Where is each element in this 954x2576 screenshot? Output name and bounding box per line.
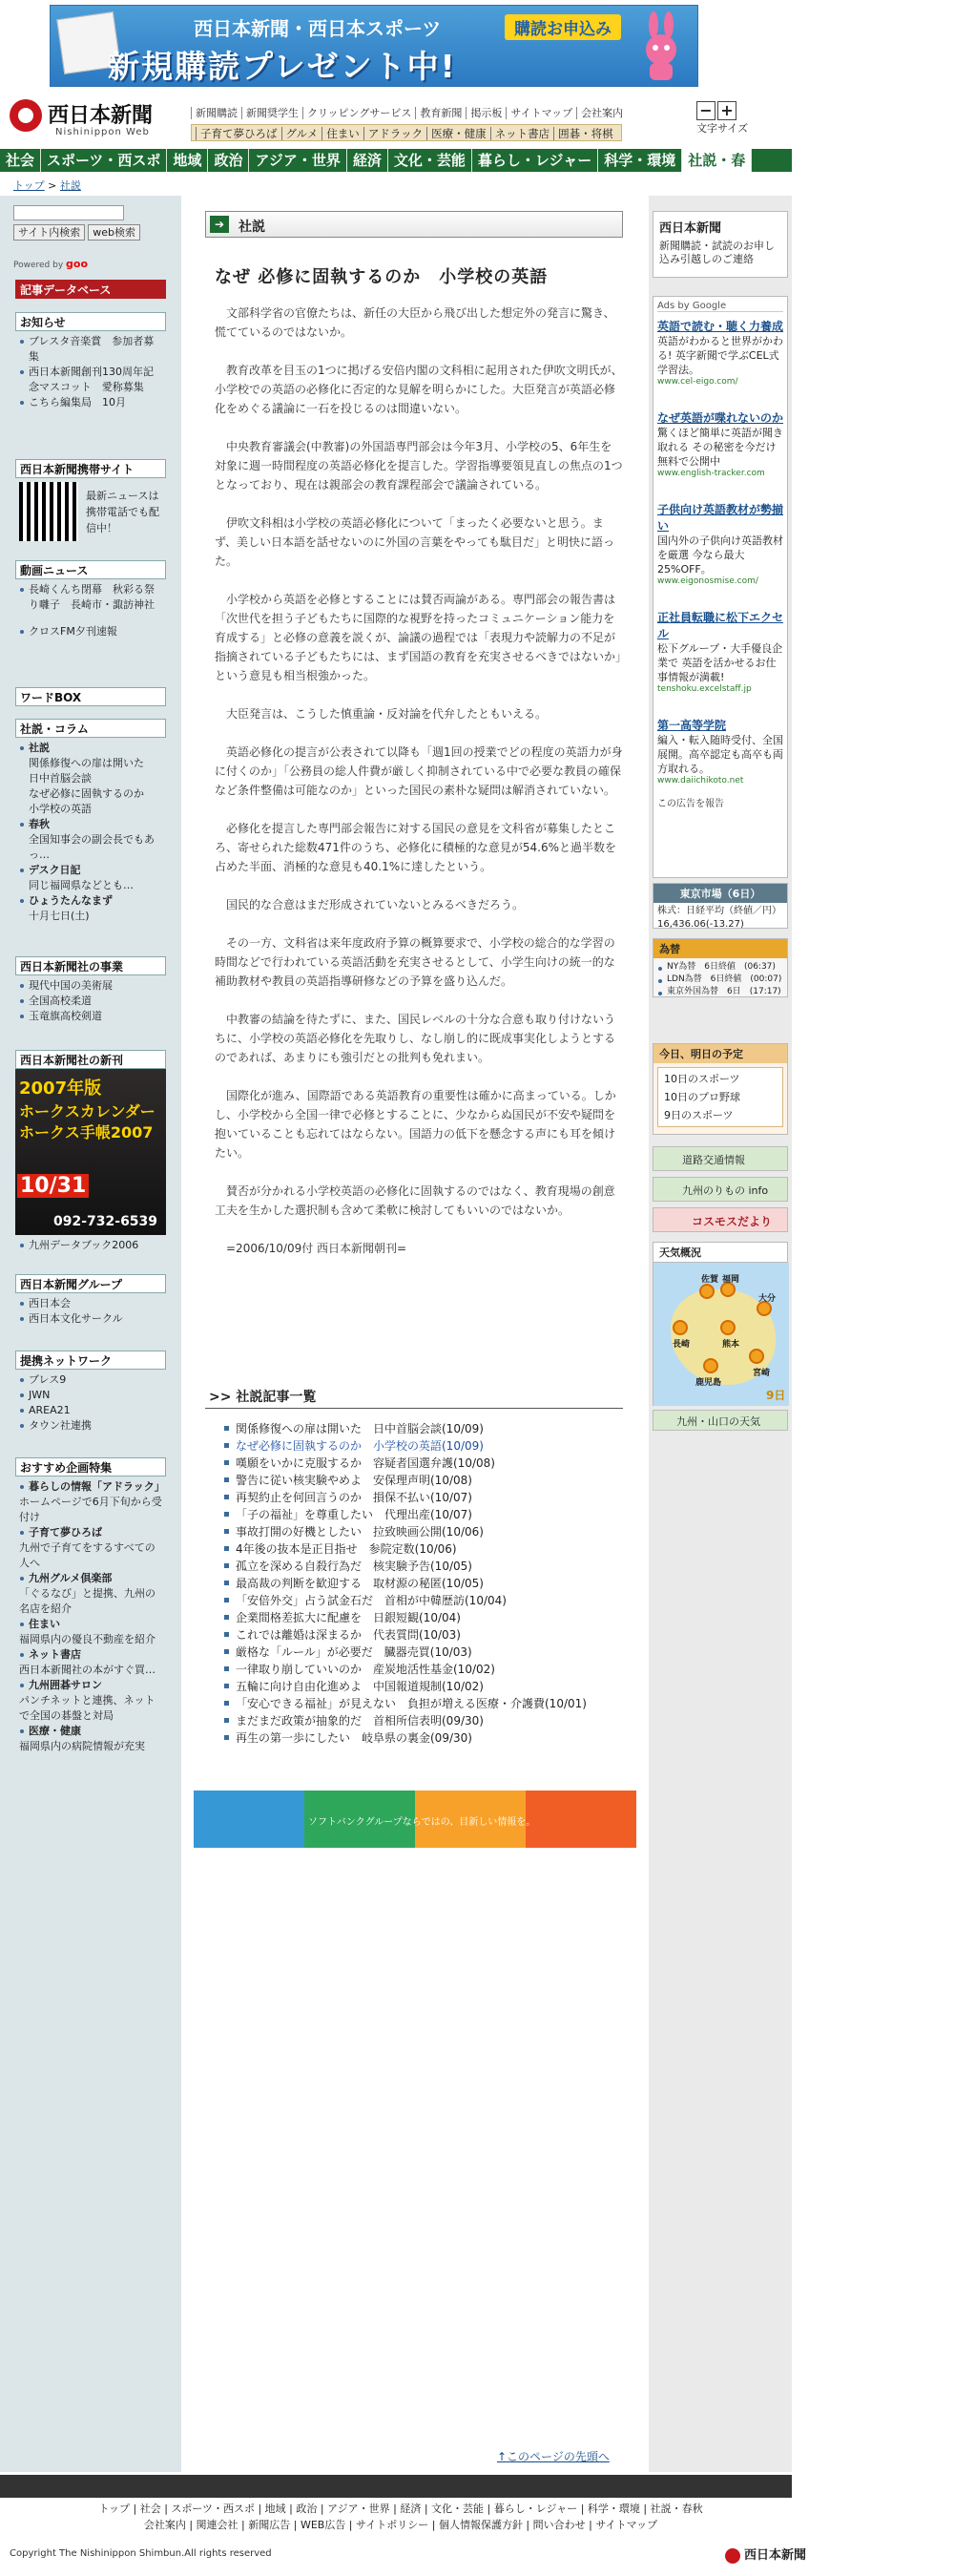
footer-links-2[interactable]: 会社案内 | 関連会社 | 新聞広告 | WEB広告 | サイトポリシー | 個人情報保護方針 | 問い合わせ | サイトマップ [143, 2519, 658, 2531]
ad-item[interactable] [657, 609, 783, 694]
cat-item[interactable]: 政治 [208, 149, 249, 172]
ad-desc: 国内外の子供向け英語教材を厳選 今なら最大25%OFF。 [657, 534, 783, 576]
column-link[interactable]: 全国知事会の副会長でもあっ… [29, 833, 155, 861]
list-item[interactable]: 事故打開の好機としたい 拉致映画公開(10/06) [224, 1523, 625, 1540]
nav-item[interactable]: 新聞奨学生 [241, 107, 302, 119]
paragraph: その一方、文科省は来年度政府予算の概算要求で、小学校の総合的な学習の時間などで行われている英語活動を充実させるとして、小学生向けの統一的な補助教材や教員の英語指導研修などの予算を盛り込んだ。 [215, 936, 615, 988]
service-item[interactable]: 囲碁・将棋 [553, 127, 617, 140]
list-item[interactable]: 「安心できる福祉」が見えない 負担が増える医療・介護費(10/01) [224, 1695, 625, 1712]
section-header [205, 211, 623, 238]
paragraph: 国際化が進み、国際語である英語教育の重要性は確かに高まっている。しかし、小学校から全国一律で必修とすることに、少なからぬ国民が不安や疑問を抱いていることも忘れてはならない。国語力の低下を懸念する声にも耳を傾けたい。 [215, 1089, 616, 1160]
kyushu-weather-map[interactable] [653, 1263, 789, 1406]
paragraph: 教育改革を目玉の1つに掲げる安倍内閣の文科相に起用された伊吹文明氏が、小学校での英語の必修化に否定的な見解を明らかにした。大臣発言が英語必修化をめぐる議論に一石を投じるのは間違いない。 [215, 364, 623, 415]
ad-url[interactable]: www.cel-eigo.com/ [657, 377, 738, 387]
list-item[interactable]: 春秋 [19, 817, 162, 832]
sun-icon [720, 1320, 736, 1335]
notice-heading: お知らせ [15, 312, 166, 331]
breadcrumb-top[interactable]: トップ [13, 179, 45, 192]
footer-nav [29, 2501, 773, 2533]
site-logo[interactable] [10, 97, 162, 139]
weather-date: 9日 [766, 1389, 786, 1402]
ad-desc: 驚くほど簡単に英語が聞き取れる その秘密を今だけ無料で公開中 [657, 427, 783, 468]
cat-item[interactable]: 社会 [0, 149, 41, 172]
font-larger-button[interactable]: + [717, 101, 736, 120]
column-link[interactable]: 関係修復への扉は開いた 日中首脳会談 [29, 757, 155, 785]
list-item[interactable]: 玉竜旗高校剣道 [19, 1009, 162, 1024]
weather-link[interactable] [653, 1410, 788, 1431]
list-item[interactable]: デスク日記 [19, 863, 162, 878]
cat-item[interactable]: 経済 [347, 149, 388, 172]
list-item[interactable]: ブレスタ音楽賞 参加者募集 [19, 334, 162, 365]
powered-by [13, 258, 88, 270]
list-item[interactable]: 「子の福祉」を尊重したい 代理出産(10/07) [224, 1506, 625, 1523]
ad-desc: 編入・転入随時受付、全国展開。高卒認定も高卒も両方取れる。 [657, 734, 783, 775]
font-size-control [696, 101, 773, 136]
list-item[interactable]: タウン社連携 [19, 1418, 162, 1434]
cat-item[interactable]: 科学・環境 [598, 149, 682, 172]
schedule-heading: 今日、明日の予定 [653, 1044, 787, 1063]
books-box [15, 1050, 166, 1256]
cat-item[interactable]: 地域 [167, 149, 208, 172]
mobile-text: 最新ニュースは携帯電話でも配信中！ [86, 490, 159, 534]
ad-report-link[interactable]: この広告を報告 [657, 799, 724, 809]
nav-item[interactable]: 掲示板 [466, 107, 506, 119]
list-item[interactable]: 九州データブック2006 [19, 1238, 162, 1253]
nav-item[interactable]: 新聞購読 [191, 107, 241, 119]
traffic-label: 道路交通情報 [682, 1154, 745, 1166]
list-item[interactable]: 暮らしの情報「アドラック」 [19, 1479, 162, 1495]
list-item[interactable]: 西日本会 [19, 1296, 162, 1311]
footer-links[interactable]: トップ | 社会 | スポーツ・西スポ | 地域 | 政治 | アジア・世界 | 経済 | 文化・芸能 | 暮らし・レジャー | 科学・環境 | 社説・春秋 [98, 2503, 703, 2515]
video-box [15, 560, 166, 642]
list-item[interactable]: クロスFM夕刊速報 [19, 624, 162, 639]
font-smaller-button[interactable]: − [696, 101, 716, 120]
db-box[interactable] [15, 280, 166, 299]
map-label: 佐賀 [701, 1275, 719, 1285]
list-item[interactable]: 西日本文化サークル [19, 1311, 162, 1327]
cosmos-label: コスモスだより [692, 1215, 773, 1228]
list-item[interactable]: 長崎くんち閉幕 秋彩る祭り囃子 長崎市・諏訪神社 [19, 582, 162, 613]
hawks-calendar-ad[interactable] [15, 1069, 166, 1235]
copyright: Copyright The Nishinippon Shimbun.All rights reserved [10, 2548, 272, 2559]
list-item[interactable]: 住まい [19, 1617, 162, 1632]
search-input[interactable] [13, 205, 124, 220]
list-item[interactable]: 嘆願をいかに克服するか 容疑者国選弁護(10/08) [224, 1455, 625, 1472]
google-ads [653, 296, 788, 878]
schedule-item[interactable]: 10日のプロ野球 [664, 1091, 740, 1103]
rec-desc: 九州で子育てをするすべての人へ [19, 1541, 156, 1569]
ad-item[interactable] [657, 501, 783, 586]
paragraph: 必修化を提言した専門部会報告に対する国民の意見を文科省が募集したところ、寄せられた総数471件のうち、必修化に積極的な意見が54.6%と過半数を占めた半面、消極的な意見も40.1%に達したという。 [215, 822, 617, 873]
column-heading: 社説・コラム [15, 719, 166, 738]
ad-item[interactable] [657, 409, 783, 478]
hawks-title: ホークスカレンダー [19, 1102, 156, 1120]
paragraph: 中央教育審議会(中教審)の外国語専門部会は今年3月、小学校の5、6年生を対象に週一時間程度の英語必修化を提言した。学習指導要領見直しの焦点の1つとなっており、現在は親部会の教育課程部会で議論されている。 [215, 440, 623, 492]
logo-subtext: Nishinippon Web [55, 127, 150, 137]
weather-link-label: 九州・山口の天気 [676, 1415, 760, 1428]
list-item[interactable]: ネット書店 [19, 1647, 162, 1663]
mobile-box [15, 459, 166, 551]
breadcrumb [13, 178, 81, 193]
list-item[interactable]: JWN [19, 1388, 162, 1403]
arrow-right-icon: ➔ [210, 216, 229, 233]
network-heading: 提携ネットワーク [15, 1351, 166, 1370]
web-search-button[interactable]: web検索 [88, 224, 140, 241]
schedule-item[interactable]: 10日のスポーツ [664, 1073, 740, 1085]
powered-label: Powered by [13, 261, 64, 270]
fx-heading: 為替 [653, 939, 787, 958]
list-item[interactable]: 「安倍外交」占う試金石だ 首相が中韓歴訪(10/04) [224, 1592, 625, 1609]
utility-nav [191, 105, 627, 120]
list-item[interactable]: ブレス9 [19, 1372, 162, 1388]
schedule-box [653, 1043, 788, 1135]
hawks-phone: 092-732-6539 [53, 1214, 158, 1229]
editorial-list-heading: >> 社説記事一覧 [205, 1384, 623, 1409]
logo-text: 西日本新聞 [48, 104, 154, 128]
service-item[interactable]: ネット書店 [490, 127, 554, 140]
cat-item[interactable]: 暮らし・レジャー [472, 149, 598, 172]
cat-item[interactable]: スポーツ・西スポ [41, 149, 167, 172]
nav-item[interactable]: 教育新聞 [415, 107, 466, 119]
paragraph: 国民的な合意はまだ形成されていないとみるべきだろう。 [226, 898, 525, 911]
list-item[interactable]: 再契約止を何回言うのか 損保不払い(10/07) [224, 1489, 625, 1506]
category-nav [0, 149, 792, 172]
list-item[interactable]: 再生の第一歩にしたい 岐阜県の裏金(09/30) [224, 1729, 625, 1747]
events-box [15, 956, 166, 1027]
ad-title[interactable]: 子供向け英語教材が勢揃い [657, 503, 784, 533]
ad-title[interactable]: 正社員転職に松下エクセル [657, 611, 784, 640]
list-item-current[interactable]: なぜ必修に固執するのか 小学校の英語(10/09) [224, 1437, 625, 1455]
mobile-heading: 西日本新聞携帯サイト [15, 459, 166, 478]
market-box [653, 883, 788, 929]
article-title: なぜ 必修に固執するのか 小学校の英語 [215, 267, 549, 287]
weather-box [653, 1242, 788, 1406]
left-sidebar [0, 196, 181, 2472]
list-item[interactable]: 企業間格差拡大に配慮を 日銀短観(10/04) [224, 1609, 625, 1626]
breadcrumb-sep: > [48, 179, 57, 192]
list-item[interactable]: こちら編集局 10月 [19, 395, 162, 410]
article-body [215, 304, 623, 1277]
rabbit-mascot-icon [633, 11, 690, 82]
map-label: 大分 [758, 1294, 777, 1304]
rec-desc: 西日本新聞社の本がすぐ買… [19, 1664, 156, 1676]
footer-bar [0, 2475, 792, 2498]
column-box [15, 719, 166, 927]
banner-headline: 新規購読プレゼント中! [108, 48, 457, 85]
column-link[interactable]: 十月七日(土) [29, 910, 90, 922]
rec-desc: ホームページで6月下旬から受付け [19, 1496, 162, 1523]
sun-icon [699, 1284, 715, 1299]
ad-desc: 英語がわかると世界がかわる! 英字新聞で学ぶCEL式学習法。 [657, 335, 783, 376]
fx-box [653, 938, 788, 997]
ad-item[interactable] [657, 717, 783, 785]
cat-item[interactable]: アジア・世界 [249, 149, 346, 172]
hawks-title2: ホークス手帳2007 [19, 1123, 154, 1141]
sun-icon [703, 1358, 718, 1373]
cosmos-button[interactable] [653, 1207, 788, 1232]
service-item[interactable]: アドラック [363, 127, 426, 140]
ad-title[interactable]: 英語で読む・聴く力養成 [657, 320, 784, 333]
word-box[interactable] [15, 687, 166, 706]
recommend-box [15, 1457, 166, 1757]
softbank-text: ソフトバンクグループならではの、目新しい情報を。 [308, 1817, 536, 1828]
site-header [10, 94, 792, 151]
map-label: 福岡 [722, 1275, 740, 1285]
list-item[interactable]: 子育て夢ひろば [19, 1525, 162, 1540]
list-item[interactable]: 最高裁の判断を歓迎する 取材源の秘匿(10/05) [224, 1575, 625, 1592]
service-item[interactable]: 医療・健康 [426, 127, 490, 140]
schedule-item[interactable]: 9日のスポーツ [664, 1109, 734, 1121]
ad-url[interactable]: tenshoku.excelstaff.jp [657, 684, 752, 694]
service-item[interactable]: 住まい [321, 127, 363, 140]
ads-by-google[interactable]: Ads by Google [657, 301, 783, 312]
ad-url[interactable]: www.daiichikoto.net [657, 776, 744, 785]
promo-brand: 西日本新聞 [659, 221, 722, 236]
list-item[interactable]: 西日本新聞創刊130周年記念マスコット 愛称募集 [19, 365, 162, 395]
paragraph: 中教審の結論を待たずに、また、国民レベルの十分な合意も取り付けないうちに、小学校の英語必修化を先取りし、なし崩し的に既成事実化しようとするのであれば、あまりにも強引だとの批判も免れまい。 [215, 1013, 616, 1064]
fx-row[interactable]: NY為替 6日終値 (06:37) [657, 961, 783, 974]
video-heading: 動画ニュース [15, 560, 166, 579]
editorial-list [224, 1420, 625, 1747]
paragraph: 英語必修化の提言が公表されて以降も「週1回の授業でどの程度の英語力が身に付くのか」「公務員の総人件費が厳しく抑制されている中で必要な教員の確保など条件整備は可能なのか」といった国民の素朴な疑問は解消されていない。 [215, 745, 623, 797]
word-heading[interactable]: ワードBOX [15, 687, 166, 706]
rec-desc: 福岡県内の優良不動産を紹介 [19, 1633, 156, 1645]
market-heading: 東京市場（6日） [653, 884, 787, 903]
ad-title[interactable]: なぜ英語が喋れないのか [657, 411, 784, 425]
cat-item-current[interactable]: 社説・春 [682, 149, 752, 172]
notice-box [15, 312, 166, 413]
column-link[interactable]: なぜ必修に固執するのか 小学校の英語 [29, 787, 155, 815]
ad-url[interactable]: www.eigonosmise.com/ [657, 576, 758, 586]
ad-item[interactable] [657, 318, 783, 387]
paragraph: 賛否が分かれる小学校英語の必修化に固執するのではなく、教育現場の創意工夫を生かした選択制も含めて柔軟に検討してもいいのではないか。 [215, 1184, 615, 1217]
column-link[interactable]: 同じ福岡県などとも… [29, 879, 134, 891]
list-item[interactable]: まだまだ政策が抽象的だ 首相所信表明(09/30) [224, 1712, 625, 1729]
group-box [15, 1274, 166, 1330]
breadcrumb-current[interactable]: 社説 [59, 179, 81, 192]
paragraph: 文部科学省の官僚たちは、新任の大臣から飛び出した想定外の発言に驚き、慌てているのではないか。 [215, 306, 615, 339]
list-item[interactable]: 関係修復への扉は開いた 日中首脳会談(10/09) [224, 1420, 625, 1437]
list-item[interactable]: 社説 [19, 741, 162, 756]
service-item[interactable]: グルメ [281, 127, 322, 140]
footer-logo[interactable]: 西日本新聞 [725, 2545, 806, 2564]
list-item[interactable]: 一律取り崩していいのか 産炭地活性基金(10/02) [224, 1661, 625, 1678]
rec-desc: 「ぐるなび」と提携、九州の名店を紹介 [19, 1587, 156, 1615]
site-search [13, 205, 143, 241]
list-item[interactable]: 孤立を深める自殺行為だ 核実験予告(10/05) [224, 1558, 625, 1575]
ad-desc: 松下グループ・大手優良企業で 英語を活かせるお仕事情報が満載! [657, 642, 783, 683]
events-heading: 西日本新聞社の事業 [15, 956, 166, 975]
list-item[interactable]: これでは離婚は深まるか 代表質問(10/03) [224, 1626, 625, 1644]
market-text: 株式：日経平均（終値／円）16,436.06(-13.27) [657, 906, 781, 930]
cat-item[interactable]: 文化・芸能 [388, 149, 472, 172]
paragraph: 小学校から英語を必修とすることには賛否両論がある。専門部会の報告書は「次世代を担う子どもたちに国際的な視野を持ったコミュニケーション能力を育成する」と必修の意義を説くが、論議の過程では「表現力や読解力の不足が指摘されている子どもたちには、まず国語の教育を充実させるべきではないか」という意見も相当根強かった。 [215, 593, 622, 682]
site-search-button[interactable]: サイト内検索 [13, 224, 85, 241]
paragraph: 伊吹文科相は小学校の英語必修化について「まったく必要ないと思う。まず、美しい日本語を話せないのに外国の言葉をやっても駄目だ」と明快に語った。 [215, 516, 615, 568]
banner-line1: 西日本新聞・西日本スポーツ [194, 17, 442, 40]
sun-icon [749, 1349, 764, 1364]
article-date: =2006/10/09付 西日本新聞朝刊= [226, 1242, 407, 1255]
map-label: 宮崎 [753, 1369, 771, 1378]
list-item[interactable]: AREA21 [19, 1403, 162, 1418]
list-item[interactable]: 九州グルメ倶楽部 [19, 1571, 162, 1586]
promo-text: 新聞購読・試読のお申し込み引越しのご連絡 [659, 240, 775, 265]
list-item[interactable]: 4年後の抜本是正目指せ 参院定数(10/06) [224, 1540, 625, 1558]
rec-desc: パンチネットと連携、ネットで全国の碁盤と対局 [19, 1694, 156, 1722]
transport-label: 九州のりもの info [682, 1184, 769, 1197]
transport-button[interactable] [653, 1177, 788, 1202]
list-item[interactable]: 五輪に向け自由化進めよ 中国報道規制(10/02) [224, 1678, 625, 1695]
subscription-banner[interactable] [50, 5, 698, 87]
network-box [15, 1351, 166, 1436]
service-item[interactable]: 子育て夢ひろば [196, 127, 281, 140]
section-title: 社説 [238, 220, 265, 235]
traffic-button[interactable] [653, 1146, 788, 1171]
nav-item[interactable]: サイトマップ [506, 107, 576, 119]
font-size-label: 文字サイズ [696, 122, 749, 135]
list-item[interactable]: 全国高校柔道 [19, 994, 162, 1009]
fx-row[interactable]: 東京外国為替 6日 (17:17) [657, 986, 783, 998]
ad-url[interactable]: www.english-tracker.com [657, 469, 765, 478]
map-label: 鹿児島 [695, 1378, 722, 1388]
right-sidebar [649, 196, 792, 2472]
goo-logo[interactable]: goo [66, 258, 89, 270]
list-item[interactable]: 現代中国の美術展 [19, 978, 162, 994]
logo-mark-icon [10, 99, 42, 132]
service-nav [191, 124, 622, 141]
list-item[interactable]: ひょうたんなまず [19, 893, 162, 909]
sun-icon [673, 1320, 688, 1335]
db-heading[interactable]: 記事データベース [15, 280, 166, 299]
softbank-ad[interactable] [194, 1791, 636, 1848]
paragraph: 大臣発言は、こうした慎重論・反対論を代弁したともいえる。 [226, 707, 548, 721]
recommend-heading: おすすめ企画特集 [15, 1457, 166, 1476]
weather-heading: 天気概況 [653, 1243, 787, 1263]
books-heading: 西日本新聞社の新刊 [15, 1050, 166, 1069]
hawks-year: 2007年版 [19, 1079, 102, 1099]
ad-title[interactable]: 第一高等学院 [657, 719, 727, 732]
nav-item[interactable]: 会社案内 [576, 107, 627, 119]
map-label: 長崎 [673, 1340, 691, 1350]
subscribe-promo[interactable] [653, 211, 788, 278]
list-item[interactable]: 医療・健康 [19, 1724, 162, 1739]
nav-item[interactable]: クリッピングサービス [302, 107, 415, 119]
map-label: 熊本 [722, 1340, 740, 1350]
rec-desc: 福岡県内の病院情報が充実 [19, 1740, 145, 1752]
list-item[interactable]: 厳格な「ルール」が必要だ 臓器売買(10/03) [224, 1644, 625, 1661]
list-item[interactable]: 九州囲碁サロン [19, 1678, 162, 1693]
group-heading: 西日本新聞グループ [15, 1274, 166, 1293]
list-item[interactable]: 警告に従い核実験やめよ 安保理声明(10/08) [224, 1472, 625, 1489]
banner-badge: 購読お申込み [505, 14, 621, 40]
fx-row[interactable]: LDN為替 6日終値 (00:07) [657, 974, 783, 986]
qr-code-icon [19, 482, 78, 541]
page-top-link[interactable]: ↑このページの先頭へ [497, 2450, 610, 2463]
hawks-date: 10/31 [17, 1174, 89, 1198]
